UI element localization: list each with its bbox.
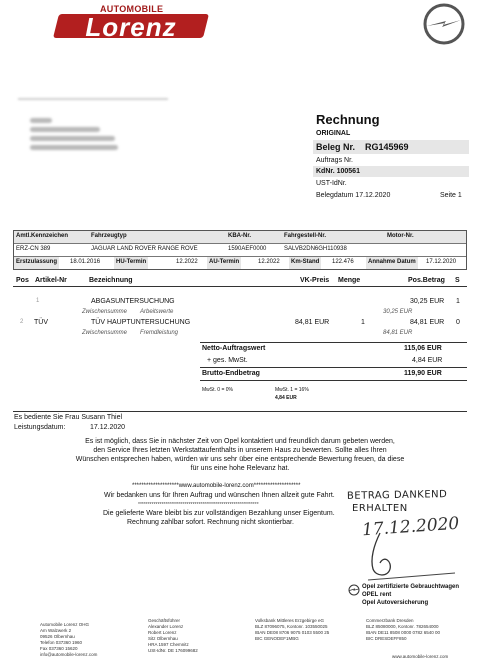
leistung-label: Leistungsdatum: bbox=[14, 424, 66, 431]
ust-id-label: UST-IdNr. bbox=[316, 180, 347, 187]
vehicle-data-row bbox=[14, 244, 466, 257]
tax-rate-1-value: 4,84 EUR bbox=[275, 395, 297, 401]
row1-s: 1 bbox=[456, 298, 460, 305]
footer-bank1-name: Volksbank Mittleres Erzgebirge eG bbox=[255, 618, 325, 623]
totals-top-rule bbox=[200, 342, 467, 343]
netto-value: 115,06 EUR bbox=[404, 345, 442, 352]
footer-bank-2 bbox=[366, 618, 440, 642]
annahme-label: Annahme Datum bbox=[366, 257, 418, 269]
section-divider bbox=[13, 411, 467, 412]
paid-stamp-line2: ERHALTEN bbox=[352, 503, 408, 514]
footer-management bbox=[148, 618, 198, 654]
opel-service-1: Opel zertifizierte Gebrauchtwagen bbox=[362, 584, 460, 590]
annahme-value: 17.12.2020 bbox=[426, 259, 457, 265]
signature bbox=[340, 525, 460, 585]
footer-gf-1: Alexander Lorenz bbox=[148, 624, 184, 629]
km-value: 122.476 bbox=[332, 259, 354, 265]
belegdatum: Belegdatum 17.12.2020 bbox=[316, 192, 391, 199]
footer-company-name: Automobile Lorenz OHG bbox=[40, 622, 90, 627]
col-pos: Pos bbox=[16, 277, 29, 284]
row2-sub-value: 84,81 EUR bbox=[383, 330, 413, 336]
totals-bottom-rule bbox=[200, 380, 467, 381]
vehicle-header-typ: Fahrzeugtyp bbox=[91, 233, 127, 239]
hu-label: HU-Termin bbox=[114, 257, 148, 269]
opel-services-list bbox=[362, 583, 459, 607]
vehicle-fgst: SALVB2DN6GH110938 bbox=[284, 246, 347, 252]
logo-text: Lorenz bbox=[85, 12, 177, 42]
mwst-label: + ges. MwSt. bbox=[207, 357, 248, 364]
row2-menge: 1 bbox=[361, 319, 365, 326]
col-vk-preis: VK-Preis bbox=[300, 277, 330, 284]
footer-bank2-blz: BLZ 85080000, Kontonr. 782654000 bbox=[366, 624, 439, 629]
netto-label: Netto-Auftragswert bbox=[202, 345, 266, 352]
row2-bezeichnung: TÜV HAUPTUNTERSUCHUNG bbox=[91, 319, 191, 326]
vehicle-header-row bbox=[14, 231, 466, 244]
zahlbar-line: Rechnung zahlbar sofort. Rechnung nicht skontierbar. bbox=[127, 519, 294, 526]
footer-city: 09526 Olbernhau bbox=[40, 634, 75, 639]
auftrags-label: Auftrags Nr. bbox=[316, 157, 353, 164]
footer-company bbox=[40, 622, 97, 658]
row1-betrag: 30,25 EUR bbox=[410, 298, 445, 305]
thanks-line: Wir bedanken uns für Ihren Auftrag und wünschen Ihnen allzeit gute Fahrt. bbox=[104, 492, 335, 499]
recipient-address bbox=[30, 118, 140, 154]
col-artikel: Artikel-Nr bbox=[35, 277, 67, 284]
footer-bank1-blz: BLZ 87096075, Kontonr. 103550025 bbox=[255, 624, 328, 629]
beleg-number: RG145969 bbox=[365, 142, 409, 152]
totals-mid-rule bbox=[200, 367, 467, 368]
beleg-row bbox=[313, 140, 469, 154]
row1-sub-type: Arbeitswerte bbox=[140, 309, 174, 315]
footer-phone: Telefon 037360 1960 bbox=[40, 640, 83, 645]
footer-bank2-bic: BIC DRESDEFF850 bbox=[366, 636, 407, 641]
col-menge: Menge bbox=[338, 277, 361, 284]
survey-line-1: Es ist möglich, dass Sie in nächster Zeit von Opel kontaktiert und freundlich darum gebeten werden, bbox=[85, 438, 395, 445]
original-label: ORIGINAL bbox=[316, 130, 351, 137]
footer-hra: HRA 1597 Chemnitz bbox=[148, 642, 189, 647]
opel-logo-icon bbox=[422, 2, 466, 46]
eigentum-line: Die gelieferte Ware bleibt bis zur vollständigen Bezahlung unser Eigentum. bbox=[103, 510, 335, 517]
vehicle-kba: 1590AEF0000 bbox=[228, 246, 267, 252]
logo-subtitle: AUTOMOBILE bbox=[100, 4, 164, 14]
footer-bank2-iban: IBAN DE11 8508 0000 0782 6540 00 bbox=[366, 630, 440, 635]
au-label: AU-Termin bbox=[207, 257, 241, 269]
page-number: Seite 1 bbox=[440, 192, 462, 199]
opel-small-icon bbox=[348, 584, 360, 596]
row2-sub-label: Zwischensumme bbox=[82, 330, 128, 336]
brutto-label: Brutto-Endbetrag bbox=[202, 370, 260, 377]
footer-bank1-iban: IBAN DE08 8706 9075 0103 5500 25 bbox=[255, 630, 330, 635]
survey-line-4: für uns eine hohe Relevanz hat. bbox=[190, 465, 290, 472]
brutto-value: 119,90 EUR bbox=[404, 370, 442, 377]
survey-line-2: den Service Ihres letzten Werkstattaufenthalts in unserem Haus zu bewerten. Sollte alles Ihren bbox=[93, 447, 387, 454]
paid-stamp-line1: BETRAG DANKEND bbox=[346, 489, 448, 502]
row2-s: 0 bbox=[456, 319, 460, 326]
vehicle-header-fgst: Fahrgestell-Nr. bbox=[284, 233, 327, 239]
km-label: Km-Stand bbox=[289, 257, 321, 269]
row1-sub-label: Zwischensumme bbox=[82, 309, 128, 315]
mwst-value: 4,84 EUR bbox=[412, 357, 443, 364]
row2-betrag: 84,81 EUR bbox=[410, 319, 445, 326]
website-line: ********************www.automobile-lorenz.com******************** bbox=[132, 483, 301, 489]
survey-paragraph bbox=[13, 437, 467, 473]
vehicle-header-kennzeichen: Amtl.Kennzeichen bbox=[16, 233, 69, 239]
kdnr-row bbox=[313, 166, 469, 177]
col-bezeichnung: Bezeichnung bbox=[89, 277, 133, 284]
vehicle-info-table bbox=[13, 230, 467, 270]
vehicle-kennzeichen: ERZ-CN 389 bbox=[16, 246, 51, 252]
tax-rate-1: MwSt. 1 = 16% bbox=[275, 387, 309, 393]
footer-email: info@automobile-lorenz.com bbox=[40, 652, 98, 657]
au-value: 12.2022 bbox=[258, 259, 280, 265]
footer-fax: Fax 037360 15620 bbox=[40, 646, 78, 651]
leistung-date: 17.12.2020 bbox=[90, 424, 126, 431]
row2-vk-preis: 84,81 EUR bbox=[295, 319, 330, 326]
ez-value: 18.01.2016 bbox=[70, 259, 101, 265]
row1-pos: 1 bbox=[36, 298, 40, 304]
vehicle-typ: JAGUAR LAND ROVER RANGE ROVE bbox=[91, 246, 198, 252]
footer-website: www.automobile-lorenz.com bbox=[392, 654, 449, 659]
company-logo bbox=[56, 4, 206, 44]
hu-value: 12.2022 bbox=[176, 259, 198, 265]
sender-line bbox=[18, 98, 168, 100]
invoice-title: Rechnung bbox=[316, 112, 380, 127]
opel-service-2: OPEL rent bbox=[362, 592, 392, 598]
row2-sub-type: Fremdleistung bbox=[140, 330, 179, 336]
footer-gf-label: Geschäftsführer bbox=[148, 618, 181, 623]
footer-sitz: Sitz Olbernhau bbox=[148, 636, 178, 641]
footer-ustid: USt-IdNr. DE 176099682 bbox=[148, 648, 198, 653]
col-s: S bbox=[455, 277, 460, 284]
opel-service-3: Opel Autoversicherung bbox=[362, 600, 429, 606]
col-pos-betrag: Pos.Betrag bbox=[408, 277, 445, 284]
served-by: Es bediente Sie Frau Susann Thiel bbox=[14, 414, 123, 421]
customer-number: KdNr. 100561 bbox=[316, 168, 360, 175]
footer-bank-1 bbox=[255, 618, 329, 642]
vehicle-header-kba: KBA-Nr. bbox=[228, 233, 252, 239]
vehicle-header-motor: Motor-Nr. bbox=[387, 233, 414, 239]
handwritten-date: 17.12.2020 bbox=[361, 513, 460, 541]
row2-pos: 2 bbox=[20, 319, 24, 325]
vehicle-dates-row bbox=[14, 257, 466, 269]
beleg-label: Beleg Nr. bbox=[316, 142, 356, 152]
footer-gf-2: Robert Lorenz bbox=[148, 630, 177, 635]
row1-bezeichnung: ABGASUNTERSUCHUNG bbox=[91, 298, 175, 305]
row1-sub-value: 30,25 EUR bbox=[383, 309, 413, 315]
tax-rate-0: MwSt. 0 = 0% bbox=[202, 387, 233, 393]
stars-line: ************************************************************** bbox=[138, 502, 259, 508]
footer-street: Am Walzwerk 2 bbox=[40, 628, 72, 633]
footer-bank1-bic: BIC GENODEF1MBG bbox=[255, 636, 299, 641]
footer-bank2-name: Commerzbank Dresden bbox=[366, 618, 414, 623]
survey-line-3: Wünschen entsprechen haben, würden wir uns sehr über eine entsprechende Bewertung freuen, da diese bbox=[75, 456, 405, 463]
items-table-header bbox=[13, 276, 467, 287]
ez-label: Erstzulassung bbox=[14, 257, 59, 269]
row2-artikel: TÜV bbox=[34, 319, 48, 326]
